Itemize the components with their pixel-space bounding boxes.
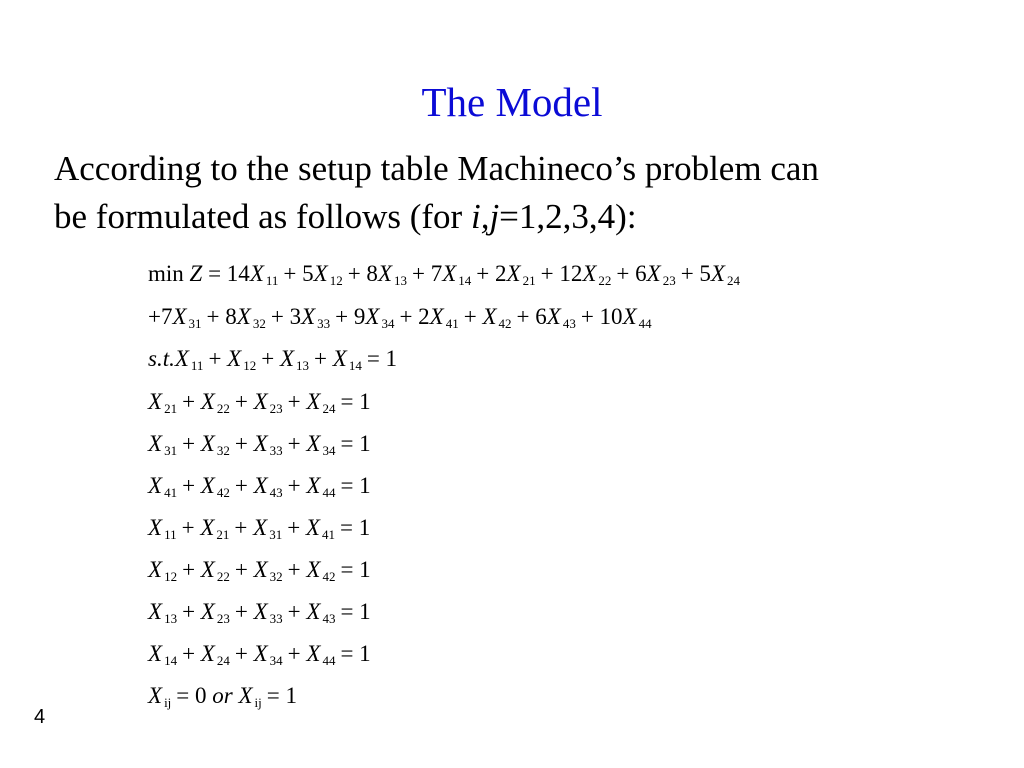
math-text: = 1	[340, 641, 371, 666]
subscript: 22	[216, 569, 230, 584]
math-variable: X	[172, 304, 187, 329]
equation-constraint-row-3	[148, 432, 371, 457]
math-variable: X	[582, 261, 597, 286]
intro-line-2-start: be formulated as follows (for	[54, 197, 471, 236]
math-text: + 6	[616, 261, 647, 286]
equation-constraint-col-2	[148, 558, 371, 583]
math-variable: Z	[189, 261, 203, 286]
subscript: 14	[348, 358, 362, 373]
math-variable: X	[306, 431, 321, 456]
math-text: +	[234, 599, 254, 624]
math-variable: X	[253, 389, 268, 414]
math-variable: X	[148, 641, 163, 666]
subscript: 34	[269, 653, 283, 668]
math-variable: X	[332, 346, 347, 371]
math-variable: X	[148, 389, 163, 414]
math-text: +	[182, 431, 201, 456]
math-variable: X	[236, 304, 251, 329]
math-text: = 1	[339, 515, 371, 540]
math-variable: X	[622, 304, 637, 329]
math-variable: X	[148, 599, 163, 624]
math-text: = 14	[202, 261, 250, 286]
math-variable: X	[148, 515, 163, 540]
intro-line-2-end: =1,2,3,4):	[499, 197, 637, 236]
math-text: = 1	[340, 599, 371, 624]
math-text: = 1	[266, 683, 298, 708]
math-text: = 1	[340, 431, 371, 456]
equation-constraint-col-4	[148, 642, 371, 667]
math-variable: X	[482, 304, 497, 329]
math-variable: X	[200, 431, 215, 456]
math-variable: X	[253, 515, 268, 540]
subscript: 11	[164, 527, 177, 542]
equation-constraint-col-1	[148, 516, 370, 541]
subscript: 32	[269, 569, 283, 584]
math-variable: X	[306, 473, 321, 498]
math-variable: X	[200, 473, 215, 498]
math-variable: X	[306, 599, 321, 624]
math-variable: X	[306, 389, 321, 414]
subscript: 23	[216, 611, 230, 626]
slide-title: The Model	[421, 79, 603, 125]
subscript: 24	[216, 653, 230, 668]
math-variable: X	[279, 346, 295, 371]
subscript: 23	[269, 401, 283, 416]
subscript: 41	[445, 316, 459, 331]
subscript: 14	[458, 273, 472, 288]
math-variable: X	[253, 641, 268, 666]
math-text: +	[234, 557, 254, 582]
intro-line-1: According to the setup table Machineco’s problem can	[54, 149, 819, 188]
subscript: 14	[164, 653, 178, 668]
math-variable: X	[377, 261, 392, 286]
subscript: 43	[562, 316, 576, 331]
math-text: + 6	[516, 304, 547, 329]
math-variable: X	[506, 261, 521, 286]
math-text: min	[148, 261, 190, 286]
subscript: 12	[164, 569, 178, 584]
math-variable: X	[238, 683, 253, 708]
math-text: + 12	[540, 261, 583, 286]
math-variable: X	[148, 683, 163, 708]
math-variable: X	[546, 304, 561, 329]
equation-objective-line-1	[148, 262, 745, 287]
intro-line-2	[54, 193, 994, 241]
subscript: 22	[598, 273, 612, 288]
math-text: = 1	[340, 557, 371, 582]
subscript: 31	[164, 443, 178, 458]
equation-binary-constraint	[148, 684, 297, 709]
math-text: = 1	[366, 346, 398, 371]
math-variable: X	[174, 346, 189, 371]
subscript: 21	[164, 401, 178, 416]
math-variable: X	[313, 261, 328, 286]
math-text: +	[287, 641, 307, 666]
math-text: +	[182, 473, 201, 498]
math-text: + 5	[680, 261, 711, 286]
math-variable: X	[305, 515, 320, 540]
equation-constraint-row-2	[148, 390, 371, 415]
subscript: 11	[265, 273, 279, 288]
subscript: 41	[164, 485, 178, 500]
subscript: 44	[322, 653, 336, 668]
math-variable: X	[365, 304, 380, 329]
math-variable: X	[253, 599, 268, 624]
math-variable: X	[429, 304, 444, 329]
math-variable: X	[148, 557, 163, 582]
math-text: = 0	[176, 683, 213, 708]
subscript: 33	[269, 443, 283, 458]
subscript: 11	[190, 358, 204, 373]
math-text: + 8	[347, 261, 378, 286]
math-text: + 10	[580, 304, 623, 329]
math-text: + 9	[335, 304, 366, 329]
subscript: 42	[322, 569, 336, 584]
math-variable: X	[442, 261, 457, 286]
math-text: +	[234, 641, 254, 666]
math-text: +	[314, 346, 333, 371]
math-variable: or	[212, 683, 233, 708]
subscript: 32	[216, 443, 230, 458]
math-text: +	[182, 389, 201, 414]
math-variable: X	[148, 473, 163, 498]
math-text: +	[261, 346, 280, 371]
math-text: +	[287, 515, 306, 540]
subscript: 24	[726, 273, 740, 288]
math-text: +	[208, 346, 228, 371]
intro-paragraph	[54, 145, 994, 241]
subscript: 34	[322, 443, 336, 458]
math-text: + 2	[399, 304, 430, 329]
math-text: +	[234, 431, 254, 456]
math-variable: X	[200, 599, 215, 624]
math-text: + 7	[412, 261, 443, 286]
subscript: 13	[394, 273, 407, 288]
math-variable: X	[148, 431, 163, 456]
math-text: +7	[148, 304, 173, 329]
math-variable: X	[200, 641, 215, 666]
math-text: +	[182, 599, 201, 624]
subscript: 23	[662, 273, 676, 288]
math-variable: X	[253, 431, 268, 456]
subscript: 41	[321, 527, 335, 542]
page-number: 4	[34, 706, 46, 728]
subscript: 31	[188, 316, 202, 331]
subscript: 32	[252, 316, 266, 331]
math-text: + 8	[206, 304, 237, 329]
subscript: 31	[269, 527, 283, 542]
math-variable: X	[253, 557, 268, 582]
math-text: +	[182, 641, 201, 666]
math-text: + 5	[283, 261, 314, 286]
subscript: 44	[638, 316, 652, 331]
math-text: +	[234, 473, 254, 498]
math-text: = 1	[340, 389, 371, 414]
subscript: ij	[164, 695, 172, 710]
subscript: 24	[322, 401, 336, 416]
subscript: 12	[329, 273, 343, 288]
math-variable: X	[200, 557, 215, 582]
subscript: 21	[216, 527, 230, 542]
math-text: +	[287, 599, 307, 624]
equation-objective-line-2	[148, 305, 657, 330]
equation-constraint-st	[148, 347, 397, 372]
math-variable: X	[200, 389, 215, 414]
subscript: 34	[381, 316, 395, 331]
subscript: ij	[254, 695, 262, 710]
math-variable: X	[249, 261, 264, 286]
math-text: +	[287, 431, 307, 456]
math-text: +	[287, 389, 307, 414]
math-variable: X	[200, 515, 215, 540]
math-text: = 1	[340, 473, 371, 498]
subscript: 43	[269, 485, 283, 500]
subscript: 42	[498, 316, 512, 331]
math-text: +	[463, 304, 483, 329]
math-variable: X	[646, 261, 661, 286]
subscript: 12	[243, 358, 257, 373]
subscript: 33	[269, 611, 283, 626]
math-text: +	[234, 389, 254, 414]
math-text: +	[181, 515, 201, 540]
subscript: 42	[216, 485, 230, 500]
subscript: 21	[522, 273, 536, 288]
math-variable: X	[710, 261, 725, 286]
equation-constraint-col-3	[148, 600, 371, 625]
math-text: +	[287, 473, 307, 498]
subscript: 44	[322, 485, 336, 500]
subscript: 13	[296, 358, 310, 373]
math-variable: s.t.	[148, 346, 175, 371]
subscript: 22	[216, 401, 230, 416]
subscript: 43	[322, 611, 336, 626]
math-variable: X	[301, 304, 316, 329]
math-text: +	[287, 557, 307, 582]
math-text: +	[234, 515, 254, 540]
subscript: 33	[317, 316, 331, 331]
math-variable: X	[253, 473, 268, 498]
equation-constraint-row-4	[148, 474, 371, 499]
math-text: + 3	[270, 304, 302, 329]
subscript: 13	[164, 611, 178, 626]
math-variable: X	[306, 641, 321, 666]
math-variable: X	[227, 346, 242, 371]
math-text: +	[182, 557, 201, 582]
math-variable: X	[306, 557, 321, 582]
math-text: + 2	[476, 261, 507, 286]
intro-index-ij: i,j	[470, 197, 500, 236]
